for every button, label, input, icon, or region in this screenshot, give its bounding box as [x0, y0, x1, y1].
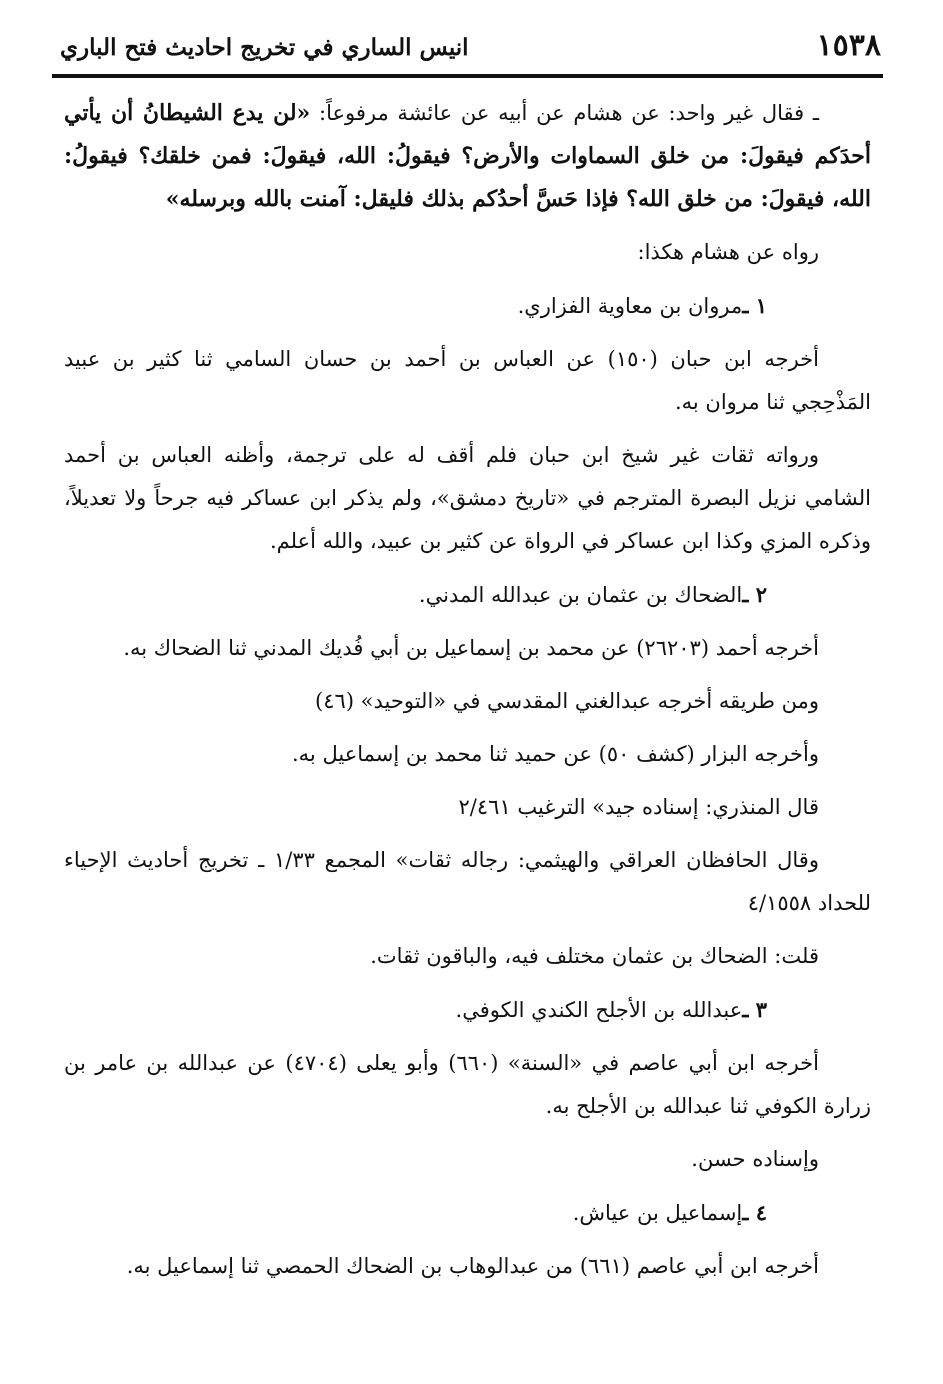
item-paragraph: قال المنذري: إسناده جيد» الترغيب ٢/٤٦١	[458, 795, 819, 819]
item-heading	[64, 284, 871, 328]
item-name: مروان بن معاوية الفزاري.	[517, 294, 743, 318]
intro-text: ـ فقال غير واحد: عن هشام عن أبيه عن عائشة مرفوعاً:	[310, 101, 819, 125]
item-paragraph: وإسناده حسن.	[691, 1147, 819, 1171]
intro-paragraph	[64, 92, 871, 221]
item-name: إسماعيل بن عياش.	[572, 1201, 743, 1225]
item-paragraph: أخرجه ابن أبي عاصم في «السنة» (٦٦٠) وأبو يعلى (٤٧٠٤) عن عبدالله بن عامر بن زرارة الكوفي ثنا عبدالله بن الأجلح به.	[64, 1051, 871, 1118]
hadith-text: «لن يدع الشيطانُ أن يأتي أحدَكم فيقولَ: من خلق السماوات والأرض؟ فيقولُ: الله، فيقولَ: فمن خلقك؟ فيقولُ: الله، فيقولَ: من خلق الله؟ فإذا حَسَّ أحدُكم بذلك فليقل: آمنت بالله وبرسله»	[64, 100, 871, 212]
item-paragraph: ورواته ثقات غير شيخ ابن حبان فلم أقف له على ترجمة، وأظنه العباس بن أحمد الشامي نزيل البصرة المترجم في «تاريخ دمشق»، ولم يذكر ابن عساكر فيه جرحاً ولا تعديلاً، وذكره المزي وكذا ابن عساكر في الرواة عن كثير بن عبيد، والله أعلم.	[64, 443, 871, 553]
narrated-by-line: رواه عن هشام هكذا:	[637, 240, 819, 264]
item-paragraph: وقال الحافظان العراقي والهيثمي: رجاله ثقات» المجمع ١/٣٣ ـ تخريج أحاديث الإحياء للحداد ٤/١٥٥٨	[64, 848, 871, 915]
item-name: الضحاك بن عثمان بن عبدالله المدني.	[418, 583, 743, 607]
item-paragraph: أخرجه ابن حبان (١٥٠) عن العباس بن أحمد بن حسان السامي ثنا كثير بن عبيد المَذْحِجي ثنا مروان به.	[64, 347, 871, 414]
item-paragraph: وأخرجه البزار (كشف ٥٠) عن حميد ثنا محمد بن إسماعيل به.	[292, 742, 819, 766]
page-body	[64, 92, 871, 1298]
item-name: عبدالله بن الأجلح الكندي الكوفي.	[455, 998, 743, 1022]
item-number: ١ ـ	[742, 293, 767, 318]
item-paragraph: ومن طريقه أخرجه عبدالغني المقدسي في «التوحيد» (٤٦)	[315, 689, 819, 713]
item-number: ٣ ـ	[742, 997, 767, 1022]
item-number: ٢ ـ	[742, 582, 767, 607]
page-header	[52, 22, 883, 72]
running-title: انيس الساري في تخريج احاديث فتح الباري	[60, 34, 469, 61]
page-number: ١٥٣٨	[816, 28, 881, 63]
header-rule	[52, 74, 883, 78]
item-paragraph: أخرجه أحمد (٢٦٢٠٣) عن محمد بن إسماعيل بن أبي فُديك المدني ثنا الضحاك به.	[123, 636, 819, 660]
item-paragraph: قلت: الضحاك بن عثمان مختلف فيه، والباقون ثقات.	[370, 944, 819, 968]
item-number: ٤ ـ	[742, 1200, 767, 1225]
item-heading	[64, 573, 871, 617]
item-paragraph: أخرجه ابن أبي عاصم (٦٦١) من عبدالوهاب بن الضحاك الحمصي ثنا إسماعيل به.	[126, 1254, 819, 1278]
item-heading	[64, 1191, 871, 1235]
item-heading	[64, 988, 871, 1032]
